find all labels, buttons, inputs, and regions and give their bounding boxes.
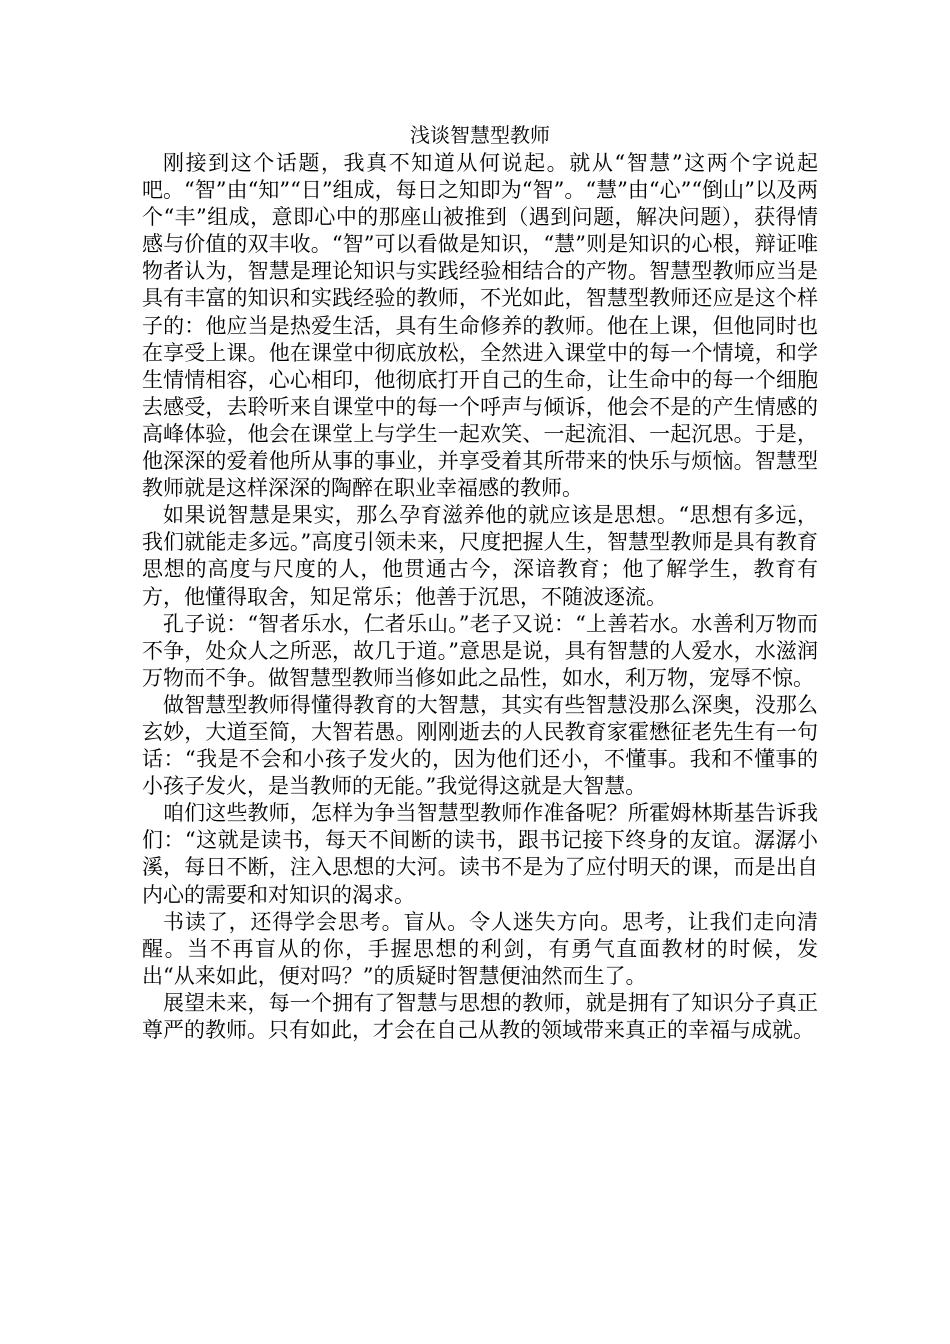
paragraph-4: 做智慧型教师得懂得教育的大智慧，其实有些智慧没那么深奥，没那么玄妙，大道至简，大智若愚。刚刚逝去的人民教育家霍懋征老先生有一句话：“我是不会和小孩子发火的，因为他们还小，不懂事。我和不懂事的小孩子发火，是当教师的无能。”我觉得这就是大智慧。: [142, 692, 818, 799]
paragraph-7: 展望未来，每一个拥有了智慧与思想的教师，就是拥有了知识分子真正尊严的教师。只有如此，才会在自己从教的领域带来真正的幸福与成就。: [142, 990, 818, 1042]
paragraph-2: 如果说智慧是果实，那么孕育滋养他的就应该是思想。“思想有多远，我们就能走多远。”高度引领未来，尺度把握人生，智慧型教师是具有教育思想的高度与尺度的人，他贯通古今，深谙教育；他了解学生，教育有方，他懂得取舍，知足常乐；他善于沉思，不随波逐流。: [142, 503, 818, 609]
document-title: 浅谈智慧型教师: [410, 123, 550, 147]
paragraph-3: 孔子说：“智者乐水，仁者乐山。”老子又说：“上善若水。水善利万物而不争，处众人之所恶，故几于道。”意思是说，具有智慧的人爱水，水滋润万物而不争。做智慧型教师当修如此之品性，如水，利万物，宠辱不惊。: [142, 611, 818, 690]
paragraph-6: 书读了，还得学会思考。盲从。令人迷失方向。思考，让我们走向清醒。当不再盲从的你，手握思想的利剑，有勇气直面教材的时候，发出“从来如此，便对吗？”的质疑时智慧便油然而生了。: [142, 909, 818, 988]
document-page: [142, 120, 818, 1044]
paragraph-1: 刚接到这个话题，我真不知道从何说起。就从“智慧”这两个字说起吧。“智”由“知”“日”组成，每日之知即为“智”。“慧”由“心”“倒山”以及两个“丰”组成，意即心中的那座山被推到（遇到问题，解决问题），获得情感与价值的双丰收。“智”可以看做是知识，“慧”则是知识的心根，辩证唯物者认为，智慧是理论知识与实践经验相结合的产物。智慧型教师应当是具有丰富的知识和实践经验的教师，不光如此，智慧型教师还应是这个样子的：他应当是热爱生活，具有生命修养的教师。他在上课，但他同时也在享受上课。他在课堂中彻底放松，全然进入课堂中的每一个情境，和学生情情相容，心心相印，他彻底打开自己的生命，让生命中的每一个细胞去感受，去聆听来自课堂中的每一个呼声与倾诉，他会不是的产生情感的高峰体验，他会在课堂上与学生一起欢笑、一起流泪、一起沉思。于是，他深深的爱着他所从事的事业，并享受着其所带来的快乐与烦恼。智慧型教师就是这样深深的陶醉在职业幸福感的教师。: [142, 151, 818, 501]
paragraph-5: 咱们这些教师，怎样为争当智慧型教师作准备呢？所霍姆林斯基告诉我们：“这就是读书，每天不间断的读书，跟书记接下终身的友谊。潺潺小溪，每日不断，注入思想的大河。读书不是为了应付明天的课，而是出自内心的需要和对知识的渴求。: [142, 801, 818, 907]
